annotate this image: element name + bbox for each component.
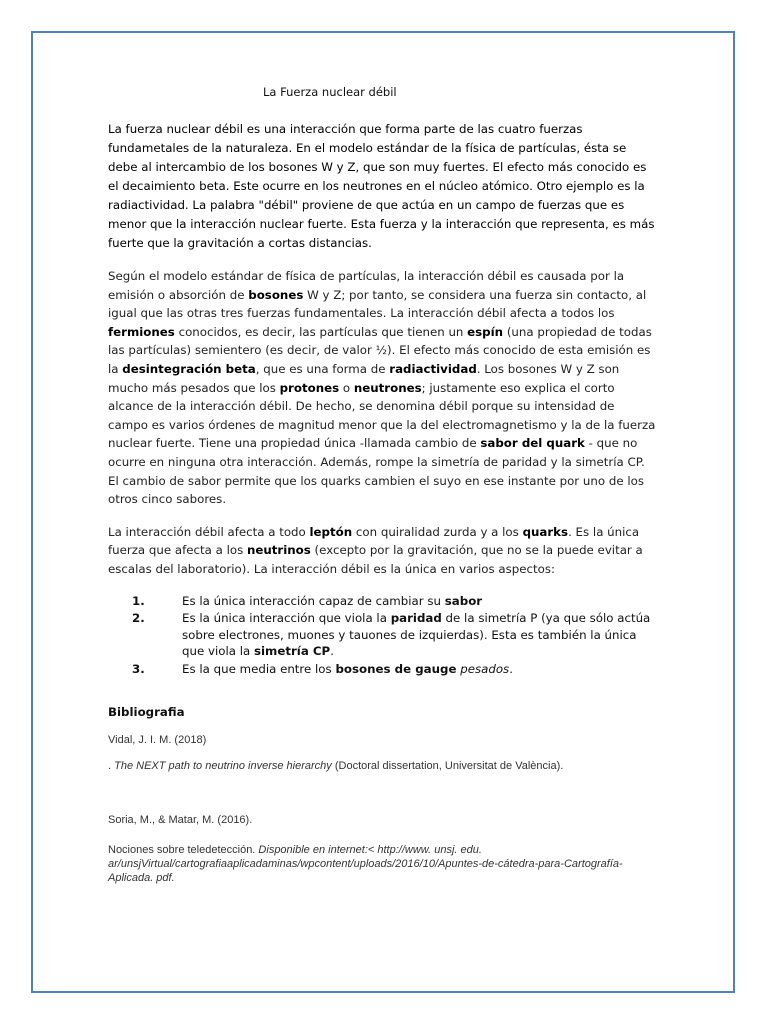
list-number: 3. — [132, 661, 145, 676]
page-title: La Fuerza nuclear débil — [263, 85, 397, 99]
text-run: , que es una forma de — [255, 361, 390, 376]
text-run: - que no ocurre en ninguna otra interacción. Además, rompe la simetría de paridad y la simetría CP. El cambio de sabor permite que los quarks cambien el suyo en ese instante por uno de los otros cinco sabores. — [108, 436, 645, 507]
link-espin[interactable]: espín — [467, 324, 504, 339]
text-run: o — [339, 380, 354, 395]
list-item-text — [157, 610, 656, 660]
list-item-text — [157, 593, 482, 610]
reference-1-title: The NEXT path to neutrino inverse hierarchy — [114, 760, 332, 772]
link-paridad[interactable]: paridad — [390, 611, 442, 625]
list-item-text — [157, 661, 513, 678]
text-run: . — [509, 661, 513, 676]
text-run: W y Z; por tanto, se considera una fuerza sin contacto, al igual que las otras tres fuerzas fundamentales. La interacción débil afecta a todos los — [108, 287, 647, 321]
aspects-list — [108, 593, 656, 678]
reference-2-url[interactable]: Disponible en internet:< http://www. unsj. edu. ar/unsjVirtual/cartografiaaplicadaminas/wpcontent/uploads/2016/10/Apuntes-de-cátedra-para-Cartografía-Aplicada. pdf. — [108, 844, 623, 884]
link-quarks[interactable]: quarks — [522, 524, 569, 539]
document-body — [108, 85, 656, 885]
list-number: 2. — [132, 611, 145, 625]
text-run: Es la única interacción que viola la — [182, 611, 391, 625]
text-run: . — [330, 644, 334, 658]
list-item — [108, 661, 656, 678]
text-run: de la simetría P (ya que sólo actúa sobre electrones, muones y tauones de izquierdas). Esta es también la única que viola la — [182, 611, 651, 658]
text-run: conocidos, es decir, las partículas que tienen un — [174, 324, 468, 339]
reference-2-title: Nociones sobre teledetección. — [108, 844, 256, 856]
link-fermiones[interactable]: fermiones — [108, 324, 175, 339]
link-protones[interactable]: protones — [279, 380, 340, 395]
list-item — [108, 610, 656, 660]
list-item — [108, 593, 656, 610]
list-number: 1. — [132, 593, 145, 608]
text-run: Es la que media entre los — [182, 661, 336, 676]
text-run: . Es la única fuerza que afecta a los — [108, 524, 640, 558]
text-run: con quiralidad zurda y a los — [352, 524, 523, 539]
italic-text: pesados — [460, 661, 510, 676]
bibliography-heading: Bibliografia — [108, 705, 185, 719]
text-run: Es la única interacción capaz de cambiar su — [182, 593, 445, 608]
text-run: (Doctoral dissertation, Universitat de València). — [331, 760, 564, 772]
standard-model-paragraph — [108, 267, 656, 509]
link-bosones[interactable]: bosones — [248, 287, 304, 302]
text-run: ; justamente eso explica el corto alcance de la interacción débil. De hecho, se denomina débil porque su intensidad de campo es varios órdenes de magnitud menor que la del electromagnetismo y la de la fuerza nuclear fuerte. Tiene una propiedad única -llamada cambio de — [108, 380, 656, 451]
link-radiactividad[interactable]: radiactividad — [389, 361, 477, 376]
link-neutrones[interactable]: neutrones — [353, 380, 422, 395]
link-lepton[interactable]: leptón — [309, 524, 353, 539]
text-run: Según el modelo estándar de física de partículas, la interacción débil es causada por la emisión o absorción de — [108, 269, 625, 302]
intro-paragraph: La fuerza nuclear débil es una interacción que forma parte de las cuatro fuerzas fundametales de la naturaleza. En el modelo estándar de la física de partículas, ésta se debe al intercambio de los bosones W y Z, que son muy fuertes. El efecto más conocido es el decaimiento beta. Este ocurre en los neutrones en el núcleo atómico. Otro ejemplo es la radiactividad. La palabra "débil" proviene de que actúa en un campo de fuerzas que es menor que la interacción nuclear fuerte. Esta fuerza y la interacción que representa, es más fuerte que la gravitación a cortas distancias. — [108, 122, 655, 250]
text-run: (excepto por la gravitación, que no se la puede evitar a escalas del laboratorio). La interacción débil es la única en varios aspectos: — [108, 543, 643, 576]
link-desintegracion-beta[interactable]: desintegración beta — [122, 361, 256, 376]
text-run: . — [108, 760, 115, 772]
link-neutrinos[interactable]: neutrinos — [246, 543, 311, 558]
text-run: La interacción débil afecta a todo — [108, 524, 310, 539]
reference-2-work — [108, 843, 656, 885]
weak-interaction-paragraph — [108, 523, 656, 579]
text-run: . Los bosones W y Z son mucho más pesados que los — [108, 361, 620, 395]
reference-1-work — [108, 759, 656, 773]
reference-2-author: Soria, M., & Matar, M. (2016). — [108, 814, 253, 826]
reference-1-author: Vidal, J. I. M. (2018) — [108, 734, 207, 746]
link-sabor[interactable]: sabor — [444, 593, 483, 608]
text-run: (una propiedad de todas las partículas) semientero (es decir, de valor ½). El efecto más conocido de esta emisión es la — [108, 324, 652, 376]
link-simetria-cp[interactable]: simetría CP — [253, 644, 331, 658]
link-sabor-del-quark[interactable]: sabor del quark — [480, 436, 585, 451]
link-bosones-de-gauge[interactable]: bosones de gauge — [335, 661, 457, 676]
